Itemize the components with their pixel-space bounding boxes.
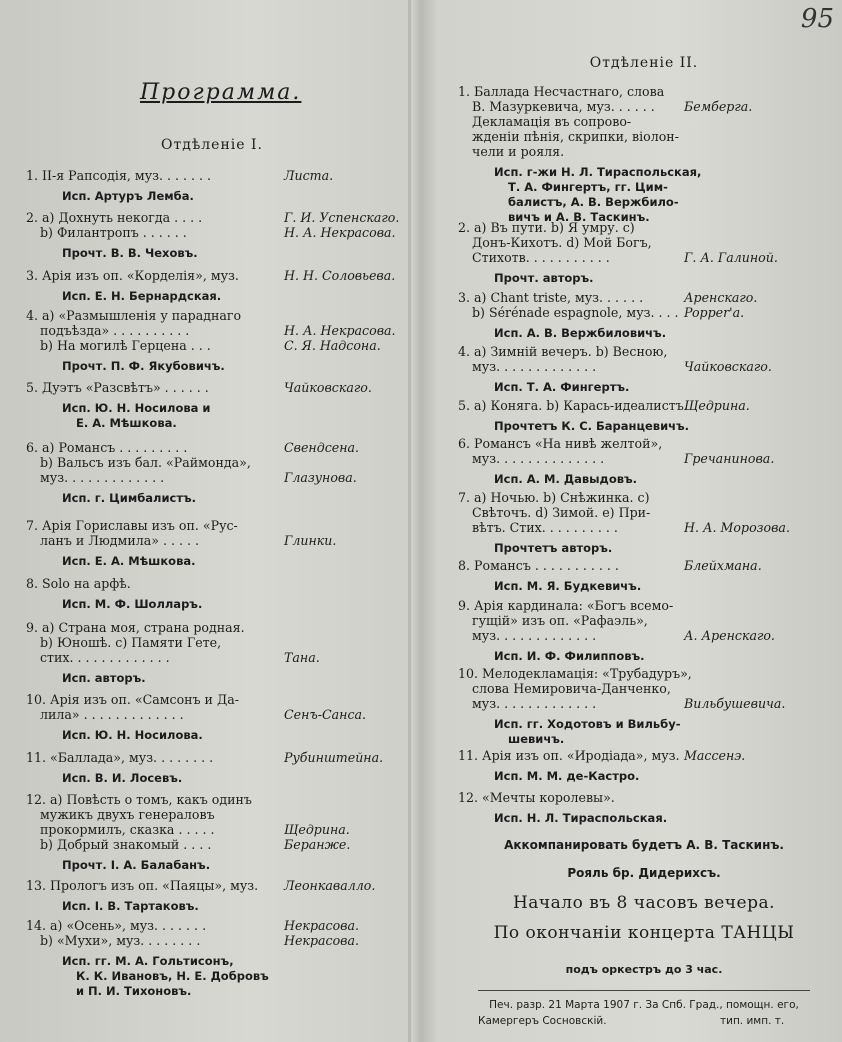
- performer-line: Исп. гг. М. А. Гольтисонъ,: [62, 954, 234, 968]
- composer-name: Глинки.: [284, 533, 337, 548]
- composer-name: С. Я. Надсона.: [284, 338, 381, 353]
- composer-name: Тана.: [284, 650, 320, 665]
- paper-fold: [408, 0, 411, 1042]
- performer-line: Е. А. Мѣшкова.: [76, 416, 177, 430]
- performer-line: Прочт. П. Ф. Якубовичъ.: [62, 359, 225, 373]
- imprint-line-2: Камергеръ Сосновскій.: [478, 1015, 607, 1027]
- performer-line: Прочт. I. А. Балабанъ.: [62, 858, 211, 872]
- composer-name: Щедрина.: [684, 398, 750, 413]
- item-text-line: Декламація въ сопрово-: [472, 114, 632, 129]
- composer-name: Свендсена.: [284, 440, 360, 455]
- composer-name: Некрасова.: [284, 918, 360, 933]
- composer-name: Чайковскаго.: [284, 380, 372, 395]
- item-text-line: Свѣточъ. d) Зимой. e) При-: [472, 505, 651, 520]
- composer-name: Щедрина.: [284, 822, 350, 837]
- performer-line: Исп. М. М. де-Кастро.: [494, 769, 640, 783]
- item-text-line: муз. . . . . . . . . . . . .: [40, 470, 165, 485]
- item-text-line: 5. a) Коняга. b) Карась-идеалистъ.: [458, 398, 688, 413]
- item-text-line: b) Sérénade espagnole, муз. . . .: [472, 305, 679, 320]
- item-text-line: 9. a) Страна моя, страна родная.: [26, 620, 245, 635]
- composer-name: Бемберга.: [684, 99, 753, 114]
- composer-name: Массенэ.: [684, 748, 746, 763]
- section-1-heading: Отдѣленіе I.: [161, 137, 263, 153]
- composer-name: Н. А. Морозова.: [684, 520, 790, 535]
- item-text-line: ланъ и Людмила» . . . . .: [40, 533, 199, 548]
- imprint-line-3: тип. имп. т.: [720, 1015, 785, 1027]
- item-text-line: 14. a) «Осень», муз. . . . . . .: [26, 918, 207, 933]
- composer-name: Блейхмана.: [684, 558, 762, 573]
- composer-name: Н. А. Некрасова.: [284, 323, 396, 338]
- item-text-line: 7. a) Ночью. b) Снѣжинка. c): [458, 490, 650, 505]
- item-text-line: стих. . . . . . . . . . . . .: [40, 650, 170, 665]
- performer-line: вичъ и А. В. Таскинъ.: [508, 210, 650, 224]
- performer-line: К. К. Ивановъ, Н. Е. Добровъ: [76, 969, 269, 983]
- composer-name: Беранже.: [284, 837, 351, 852]
- performer-line: Прочт. В. В. Чеховъ.: [62, 246, 198, 260]
- item-text-line: b) На могилѣ Герцена . . .: [40, 338, 211, 353]
- item-text-line: 13. Прологъ изъ оп. «Паяцы», муз.: [26, 878, 259, 893]
- item-text-line: В. Мазуркевича, муз. . . . . .: [472, 99, 655, 114]
- item-text-line: мужикъ двухъ генераловъ: [40, 807, 215, 822]
- item-text-line: 3. Арія изъ оп. «Корделія», муз.: [26, 268, 239, 283]
- item-text-line: подъѣзда» . . . . . . . . . .: [40, 323, 190, 338]
- piano-note: Рояль бр. Дидерихсъ.: [567, 866, 721, 880]
- performer-line: и П. И. Тихоновъ.: [76, 984, 192, 998]
- composer-name: Леонкавалло.: [284, 878, 376, 893]
- item-text-line: 9. Арія кардинала: «Богъ всемо-: [458, 598, 674, 613]
- item-text-line: b) Юношѣ. c) Памяти Гете,: [40, 635, 222, 650]
- composer-name: Некрасова.: [284, 933, 360, 948]
- item-text-line: 7. Арія Гориславы изъ оп. «Рус-: [26, 518, 238, 533]
- item-text-line: 4. a) «Размышленія у параднаго: [26, 308, 242, 323]
- composer-name: Аренскаго.: [684, 290, 758, 305]
- composer-name: Гречанинова.: [684, 451, 775, 466]
- item-text-line: 2. a) Дохнуть некогда . . . .: [26, 210, 203, 225]
- item-text-line: 2. a) Въ пути. b) Я умру. c): [458, 220, 635, 235]
- performer-line: Исп. гг. Ходотовъ и Вильбу-: [494, 717, 681, 731]
- composer-name: Рубинштейна.: [284, 750, 384, 765]
- performer-line: балистъ, А. В. Вержбило-: [508, 195, 679, 209]
- item-text-line: Стихотв. . . . . . . . . . .: [472, 250, 610, 265]
- item-text-line: слова Немировича-Данченко,: [472, 681, 671, 696]
- item-text-line: 1. II-я Рапсодія, муз. . . . . . .: [26, 168, 212, 183]
- item-text-line: 8. Solo на арфѣ.: [26, 576, 131, 591]
- performer-line: Т. А. Фингертъ, гг. Цим-: [508, 180, 668, 194]
- item-text-line: вѣтъ. Стих. . . . . . . . . .: [472, 520, 618, 535]
- performer-line: Исп. Артуръ Лемба.: [62, 189, 194, 203]
- item-text-line: муз. . . . . . . . . . . . .: [472, 628, 597, 643]
- imprint-line-1: Печ. разр. 21 Марта 1907 г. За Спб. Град., помощн. его,: [489, 999, 799, 1011]
- item-text-line: b) Вальсъ изъ бал. «Раймонда»,: [40, 455, 251, 470]
- item-text-line: b) Филантропъ . . . . . .: [40, 225, 187, 240]
- performer-line: Прочтетъ К. С. Баранцевичъ.: [494, 419, 690, 433]
- item-text-line: 10. Арія изъ оп. «Самсонъ и Да-: [26, 692, 239, 707]
- performer-line: шевичъ.: [508, 732, 565, 746]
- performer-line: Исп. А. М. Давыдовъ.: [494, 472, 638, 486]
- composer-name: Popper'a.: [684, 305, 745, 320]
- item-text-line: 12. a) Повѣсть о томъ, какъ одинъ: [26, 792, 252, 807]
- performer-line: Исп. Е. Н. Бернардская.: [62, 289, 222, 303]
- item-text-line: муз. . . . . . . . . . . . . .: [472, 451, 605, 466]
- performer-line: Исп. Т. А. Фингертъ.: [494, 380, 630, 394]
- performer-line: Прочтетъ авторъ.: [494, 541, 613, 555]
- orchestra-note: подъ оркестръ до 3 час.: [565, 963, 723, 976]
- item-text-line: жденіи пѣнія, скрипки, віолон-: [472, 129, 679, 144]
- start-time-note: Начало въ 8 часовъ вечера.: [512, 893, 776, 913]
- performer-line: Исп. М. Я. Будкевичъ.: [494, 579, 642, 593]
- item-text-line: лила» . . . . . . . . . . . . .: [40, 707, 184, 722]
- item-text-line: 6. a) Романсъ . . . . . . . . .: [26, 440, 188, 455]
- performer-line: Исп. В. И. Лосевъ.: [62, 771, 183, 785]
- composer-name: Г. И. Успенскаго.: [284, 210, 400, 225]
- item-text-line: 12. «Мечты королевы».: [458, 790, 615, 805]
- item-text-line: Донъ-Кихотъ. d) Мой Богъ,: [472, 235, 652, 250]
- performer-line: Исп. Ю. Н. Носилова и: [62, 401, 211, 415]
- item-text-line: 8. Романсъ . . . . . . . . . . .: [458, 558, 619, 573]
- item-text-line: прокормилъ, сказка . . . . .: [40, 822, 215, 837]
- item-text-line: 11. Арія изъ оп. «Иродіада», муз.: [458, 748, 680, 763]
- performer-line: Исп. А. В. Вержбиловичъ.: [494, 326, 667, 340]
- composer-name: Чайковскаго.: [684, 359, 772, 374]
- item-text-line: 4. a) Зимній вечеръ. b) Весною,: [458, 344, 668, 359]
- item-text-line: 3. a) Chant triste, муз. . . . . .: [458, 290, 644, 305]
- program-title: Программа.: [140, 80, 302, 105]
- item-text-line: муз. . . . . . . . . . . . .: [472, 696, 597, 711]
- composer-name: Н. Н. Соловьева.: [284, 268, 396, 283]
- performer-line: Исп. Н. Л. Тираспольская.: [494, 811, 668, 825]
- item-text-line: b) Добрый знакомый . . . .: [40, 837, 212, 852]
- item-text-line: муз. . . . . . . . . . . . .: [472, 359, 597, 374]
- composer-name: Г. А. Галиной.: [684, 250, 778, 265]
- performer-line: Прочт. авторъ.: [494, 271, 594, 285]
- composer-name: Листа.: [284, 168, 334, 183]
- performer-line: Исп. Ю. Н. Носилова.: [62, 728, 203, 742]
- item-text-line: 11. «Баллада», муз. . . . . . . .: [26, 750, 214, 765]
- composer-name: А. Аренскаго.: [684, 628, 775, 643]
- imprint-rule: [478, 990, 810, 991]
- composer-name: Н. А. Некрасова.: [284, 225, 396, 240]
- performer-line: Исп. г-жи Н. Л. Тираспольская,: [494, 165, 702, 179]
- performer-line: Исп. Е. А. Мѣшкова.: [62, 554, 196, 568]
- page-number: 95: [800, 4, 834, 34]
- composer-name: Вильбушевича.: [684, 696, 786, 711]
- section-2-heading: Отдѣленіе II.: [589, 55, 699, 71]
- performer-line: Исп. авторъ.: [62, 671, 146, 685]
- performer-line: Исп. I. В. Тартаковъ.: [62, 899, 199, 913]
- item-text-line: чели и рояля.: [472, 144, 565, 159]
- item-text-line: 5. Дуэтъ «Разсвѣтъ» . . . . . .: [26, 380, 209, 395]
- item-text-line: гущій» изъ оп. «Рафаэль»,: [472, 613, 648, 628]
- accompaniment-note: Аккомпанировать будетъ А. В. Таскинъ.: [504, 838, 784, 852]
- performer-line: Исп. И. Ф. Филипповъ.: [494, 649, 645, 663]
- composer-name: Сенъ-Санса.: [284, 707, 367, 722]
- composer-name: Глазунова.: [284, 470, 357, 485]
- item-text-line: b) «Мухи», муз. . . . . . . .: [40, 933, 201, 948]
- item-text-line: 6. Романсъ «На нивѣ желтой»,: [458, 436, 663, 451]
- item-text-line: 1. Баллада Несчастнаго, слова: [458, 84, 665, 99]
- performer-line: Исп. М. Ф. Шолларъ.: [62, 597, 203, 611]
- item-text-line: 10. Мелодекламація: «Трубадуръ»,: [458, 666, 692, 681]
- performer-line: Исп. г. Цимбалистъ.: [62, 491, 197, 505]
- dance-note: По окончаніи концерта ТАНЦЫ: [493, 923, 795, 943]
